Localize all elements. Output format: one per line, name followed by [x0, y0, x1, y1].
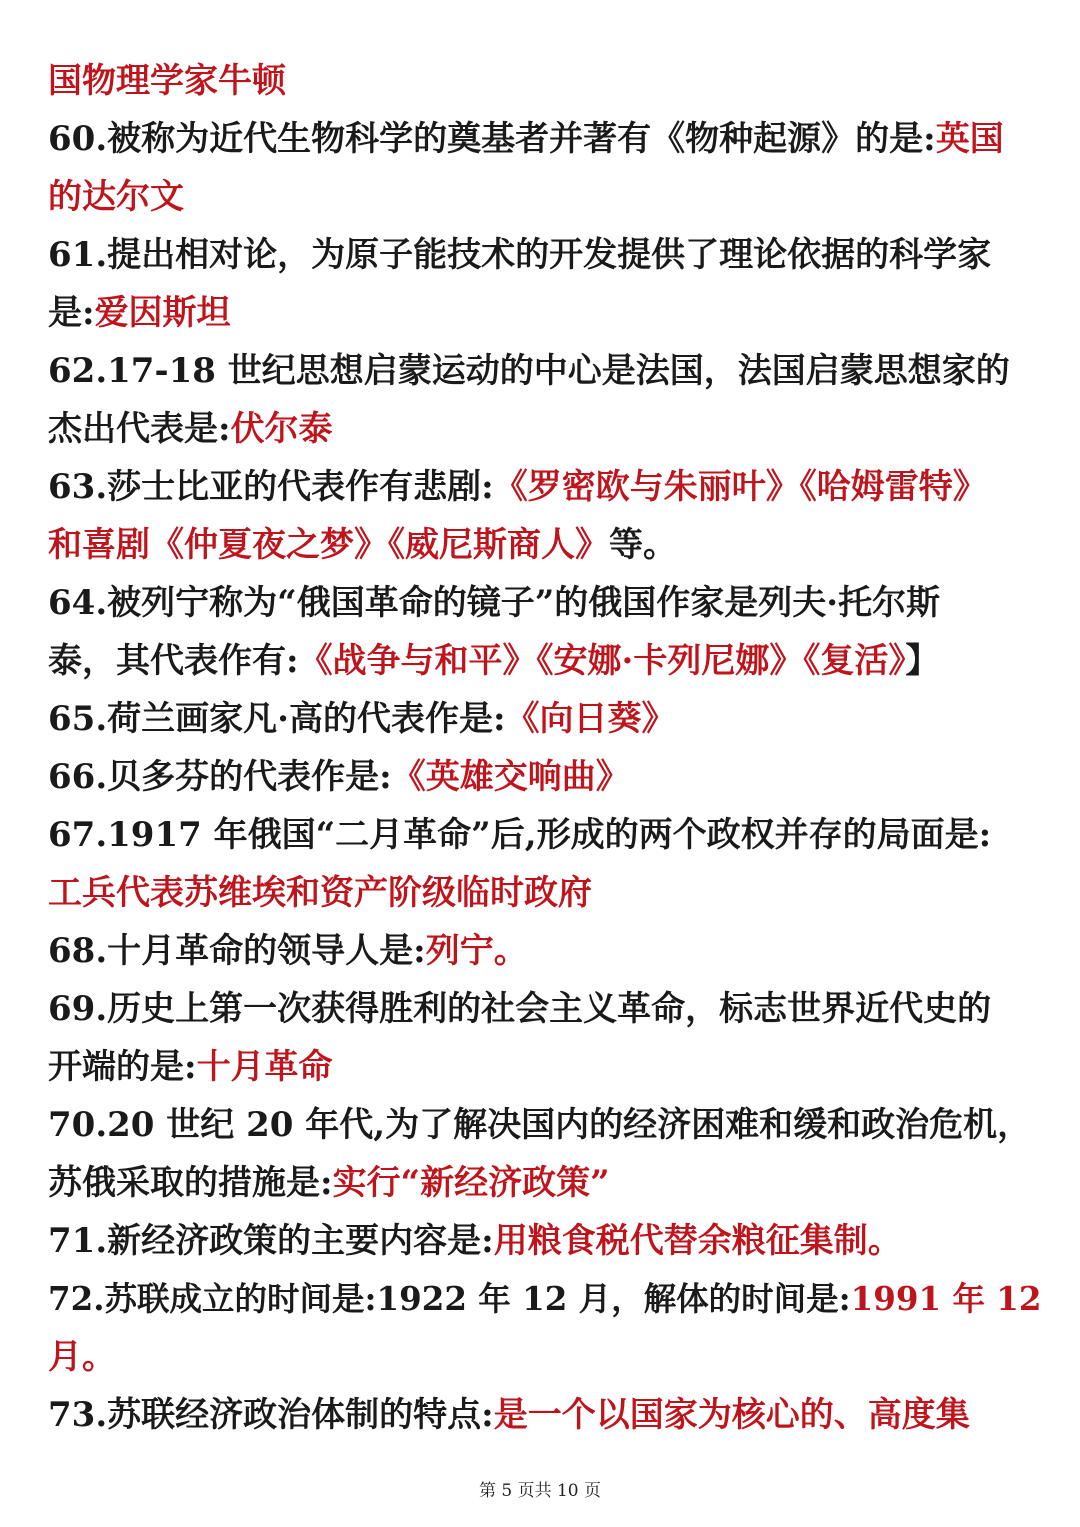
text-line [48, 1038, 1038, 1096]
answer-text: 工兵代表苏维埃和资产阶级临时政府 [48, 873, 592, 913]
question-text: 72.苏联成立的时间是:1922 年 12 月，解体的时间是: [48, 1279, 851, 1318]
text-line [48, 922, 1038, 980]
answer-text: 《英雄交响曲》 [391, 757, 630, 797]
text-line [48, 748, 1038, 806]
answer-text: 十月革命 [196, 1047, 333, 1087]
question-text: 68.十月革命的领导人是: [48, 931, 426, 971]
text-line [48, 574, 1038, 632]
text-line [48, 690, 1038, 748]
text-line [48, 632, 1038, 690]
answer-text: 《罗密欧与朱丽叶》《哈姆雷特》 [493, 467, 987, 507]
answer-text: 的达尔文 [48, 177, 184, 217]
question-text: 65.荷兰画家凡·高的代表作是: [48, 699, 506, 739]
text-line [48, 284, 1038, 342]
text-line [48, 342, 1038, 400]
text-line [48, 52, 1038, 110]
text-line [48, 226, 1038, 284]
text-line [48, 1328, 1038, 1386]
text-line [48, 980, 1038, 1038]
text-line [48, 400, 1038, 458]
answer-text: 《向日葵》 [505, 699, 676, 739]
question-text: 71.新经济政策的主要内容是: [48, 1221, 494, 1261]
answer-text: 《战争与和平》《安娜·卡列尼娜》《复活》 [298, 641, 906, 681]
document-body [48, 52, 1042, 1444]
question-text: 66.贝多芬的代表作是: [48, 757, 392, 797]
question-text: 苏俄采取的措施是: [48, 1163, 333, 1203]
answer-text: 用粮食税代替余粮征集制。 [493, 1221, 902, 1261]
question-text: 69.历史上第一次获得胜利的社会主义革命，标志世界近代史的 [48, 989, 992, 1029]
question-text: 是: [48, 293, 95, 333]
text-line [48, 1270, 1042, 1328]
answer-text: 列宁。 [425, 931, 528, 971]
text-line [48, 864, 1038, 922]
text-line [48, 516, 1038, 574]
text-line [48, 458, 1038, 516]
question-text: 泰，其代表作有: [48, 641, 299, 681]
text-line [48, 110, 1038, 168]
question-text: 73.苏联经济政治体制的特点: [48, 1395, 494, 1435]
question-text: 开端的是: [48, 1047, 197, 1087]
answer-text: 国物理学家牛顿 [48, 61, 286, 101]
question-text: 】 [905, 641, 940, 681]
question-text: 70.20 世纪 20 年代,为了解决国内的经济困难和缓和政治危机， [48, 1105, 1032, 1145]
page-footer: 第 5 页共 10 页 [478, 1481, 602, 1501]
answer-text: 月。 [48, 1337, 116, 1377]
question-text: 67.1917 年俄国“二月革命”后,形成的两个政权并存的局面是: [48, 815, 992, 855]
text-line [48, 1386, 1038, 1444]
answer-text: 爱因斯坦 [94, 293, 231, 333]
text-line [48, 168, 1038, 226]
question-text: 61.提出相对论，为原子能技术的开发提供了理论依据的科学家 [48, 235, 992, 275]
answer-text: 是一个以国家为核心的、高度集 [493, 1395, 970, 1435]
answer-text: 实行“新经济政策” [332, 1163, 610, 1203]
answer-text: 英国 [935, 119, 1004, 159]
text-line [48, 806, 1038, 864]
text-line [48, 1212, 1038, 1270]
answer-text: 1991 年 12 [850, 1279, 1042, 1318]
text-line [48, 1096, 1038, 1154]
question-text: 64.被列宁称为“俄国革命的镜子”的俄国作家是列夫·托尔斯 [48, 583, 941, 623]
question-text: 62.17-18 世纪思想启蒙运动的中心是法国，法国启蒙思想家的 [48, 351, 1010, 391]
question-text: 63.莎士比亚的代表作有悲剧: [48, 467, 494, 507]
question-text: 60.被称为近代生物科学的奠基者并著有《物种起源》的是: [48, 119, 936, 159]
question-text: 等。 [609, 525, 677, 565]
answer-text: 和喜剧《仲夏夜之梦》《威尼斯商人》 [48, 525, 609, 565]
answer-text: 伏尔泰 [230, 409, 333, 449]
text-line [48, 1154, 1038, 1212]
question-text: 杰出代表是: [48, 409, 231, 449]
